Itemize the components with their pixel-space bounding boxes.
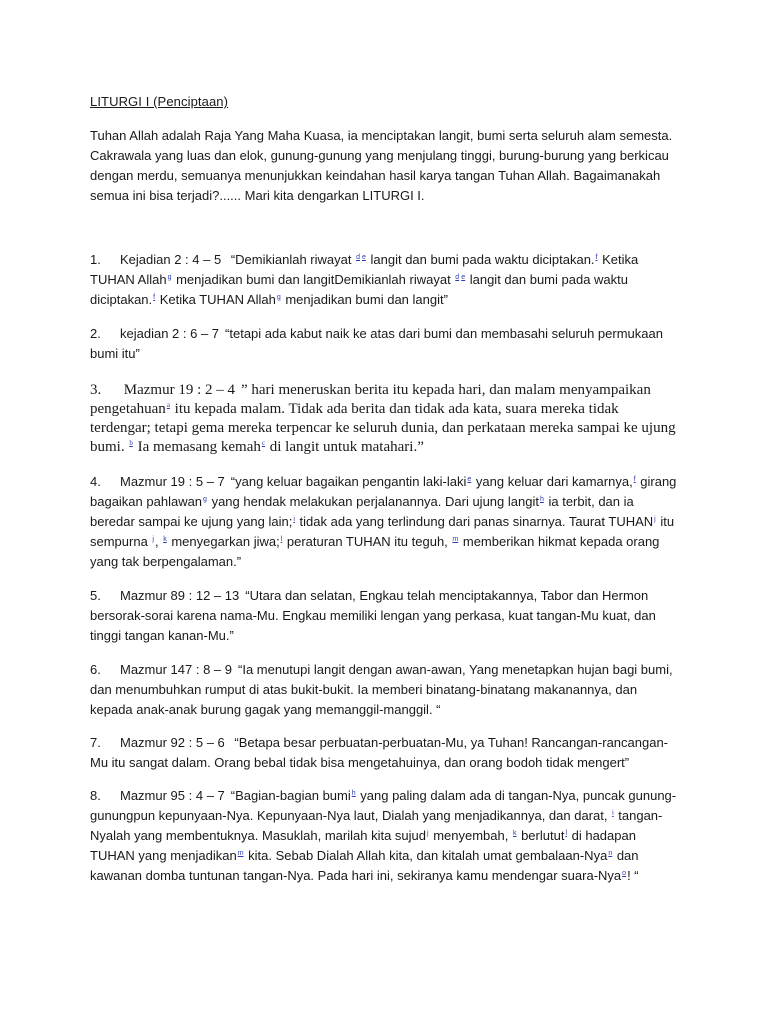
footnote-link[interactable]: g [203,495,207,503]
list-item [90,660,680,720]
footnote-link[interactable]: g [276,293,281,301]
text-run: ia terbit, dan ia beredar sampai ke ujung yang lain; [90,494,634,529]
footnote-link[interactable]: h [351,789,356,797]
item-number: 3. [90,382,102,398]
footnote-link[interactable]: m [452,535,459,543]
text-run: “Utara dan selatan, Engkau telah menciptakannya, Tabor dan Hermon bersorak-sorai karena nama-Mu. Engkau memiliki lengan yang perkasa, kuat tangan-Mu kuat, dan tinggi tangan kanan-Mu.” [90,588,656,643]
text-run: kita. Sebab Dialah Allah kita, dan kitalah umat gembalaan-Nya [244,848,608,863]
list-item [90,472,680,572]
item-reference: Mazmur 89 : 12 – 13 [120,588,240,603]
item-number: 1. [90,252,101,267]
footnote-link[interactable]: e [361,253,366,261]
item-number: 5. [90,588,101,603]
footnote-link[interactable]: l [280,535,283,543]
footnote-link[interactable]: f [153,293,156,301]
item-reference: Mazmur 19 : 2 – 4 [120,382,235,398]
item-reference: Mazmur 92 : 5 – 6 [120,735,225,750]
footnote-link[interactable]: a [166,401,170,409]
list-item [90,250,680,310]
item-number: 4. [90,474,101,489]
list-item [90,586,680,646]
text-run: “Betapa besar perbuatan-perbuatan-Mu, ya Tuhan! Rancangan-rancangan-Mu itu sangat dalam. Orang bebal tidak bisa mengetahuinya, dan orang bodoh tidak mengert” [90,735,669,770]
text-run: menjadikan bumi dan langitDemikianlah riwayat [172,272,455,287]
item-number: 2. [90,326,101,341]
text-run: “Bagian-bagian bumi [230,788,351,803]
text-run: menjadikan bumi dan langit” [281,292,448,307]
text-run: menyembah, [429,828,512,843]
footnote-link[interactable]: d [455,273,460,281]
footnote-link[interactable]: j [152,535,154,543]
footnote-link[interactable]: m [237,849,244,857]
footnote-link[interactable]: l [565,829,567,837]
footnote-link[interactable]: n [608,849,613,857]
intro-paragraph: Tuhan Allah adalah Raja Yang Maha Kuasa, ia menciptakan langit, bumi serta seluruh alam semesta. Cakrawala yang luas dan elok, gunung-gunung yang menjulang tinggi, burung-burung yang berkicau dengan merdu, semuanya menunjukkan keindahan hasil karya tangan Tuhan Allah. Bagaimanakah semua ini bisa terjadi?...... Mari kita dengarkan LITURGI I. [90,128,673,203]
footnote-link[interactable]: i [612,809,614,817]
text-run: “yang keluar bagaikan pengantin laki-laki [230,474,467,489]
text-run: Ia memasang kemah [133,439,261,455]
item-number: 7. [90,735,101,750]
text-run: ” hari meneruskan berita itu kepada hari, dan malam menyampaikan pengetahuan [90,382,651,417]
text-run: girang bagaikan pahlawan [90,474,677,509]
footnote-link[interactable]: i [293,515,295,523]
text-run: , [154,534,163,549]
item-reference: Kejadian 2 : 4 – 5 [120,252,222,267]
item-number: 6. [90,662,101,677]
footnote-link[interactable]: c [261,439,265,447]
text-run: ! “ [627,868,639,883]
text-run: Ketika TUHAN Allah [90,252,639,287]
list-item [90,786,680,886]
item-reference: Mazmur 147 : 8 – 9 [120,662,232,677]
page-title: LITURGI I (Penciptaan) [90,94,229,109]
footnote-link[interactable]: h [539,495,544,503]
text-run: tidak ada yang terlindung dari panas sinarnya. Taurat TUHAN [295,514,654,529]
text-run: yang keluar dari kamarnya, [472,474,633,489]
text-run: “tetapi ada kabut naik ke atas dari bumi dan membasahi seluruh permukaan bumi itu” [90,326,663,361]
list-item [90,733,680,773]
list-item [90,324,680,364]
text-run: yang hendak melakukan perjalanannya. Dari ujung langit [207,494,539,509]
text-run: Ketika TUHAN Allah [156,292,276,307]
text-run: itu sempurna [90,514,675,549]
footnote-link[interactable]: g [167,273,172,281]
text-run: langit dan bumi pada waktu diciptakan. [90,272,628,307]
footnote-link[interactable]: o [622,869,627,877]
text-run: memberikan hikmat kepada orang yang tak berpengalaman.” [90,534,660,569]
list-item [90,381,680,457]
item-reference: Mazmur 95 : 4 – 7 [120,788,225,803]
item-number: 8. [90,788,101,803]
footnote-link[interactable]: e [461,273,466,281]
text-run: itu kepada malam. Tidak ada berita dan tidak ada kata, suara mereka tidak terdengar; tetapi gema mereka terpencar ke seluruh dunia, dan perkataan mereka sampai ke ujung bumi. [90,401,676,455]
text-run: tangan-Nyalah yang membentuknya. Masuklah, marilah kita sujud [90,808,663,843]
footnote-link[interactable]: j [427,829,429,837]
item-reference: kejadian 2 : 6 – 7 [120,326,220,341]
text-run: peraturan TUHAN itu teguh, [283,534,452,549]
item-reference: Mazmur 19 : 5 – 7 [120,474,225,489]
footnote-link[interactable]: f [595,253,598,261]
footnote-link[interactable]: f [633,475,636,483]
footnote-link[interactable]: b [129,439,133,447]
text-run: berlutut [517,828,565,843]
text-run: dan kawanan domba tuntunan tangan-Nya. Pada hari ini, sekiranya kamu mendengar suara-Nya [90,848,639,883]
text-run: di hadapan TUHAN yang menjadikan [90,828,636,863]
text-run: di langit untuk matahari.” [265,439,424,455]
footnote-link[interactable]: k [512,829,517,837]
footnote-link[interactable]: j [654,515,656,523]
text-run: langit dan bumi pada waktu diciptakan. [366,252,595,267]
text-run: menyegarkan jiwa; [167,534,280,549]
footnote-link[interactable]: d [356,253,360,261]
text-run: “Demikianlah riwayat [227,252,356,267]
text-run: yang paling dalam ada di tangan-Nya, puncak gunung-gunungpun kepunyaan-Nya. Kepunyaan-Nya laut, Dialah yang menjadikannya, dan darat, [90,788,677,823]
footnote-link[interactable]: k [163,535,167,543]
footnote-link[interactable]: e [467,475,472,483]
text-run: “Ia menutupi langit dengan awan-awan, Yang menetapkan hujan bagi bumi, dan menumbuhkan rumput di atas bukit-bukit. Ia memberi binatang-binatang makanannya, dan kepada anak-anak burung gagak yang memanggil-manggil. “ [90,662,673,717]
